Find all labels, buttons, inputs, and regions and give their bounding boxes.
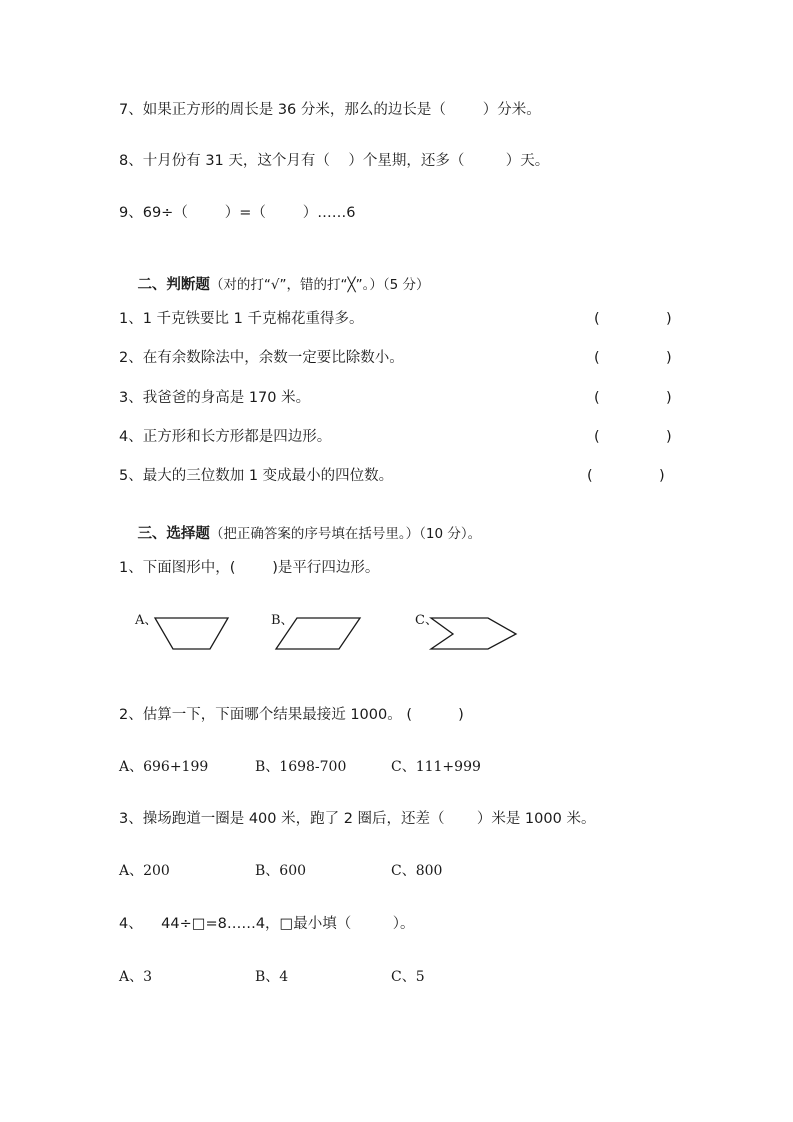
- judge-answer-open-1: (: [594, 311, 600, 327]
- q2-option-a: A、696+199: [119, 759, 209, 775]
- q3-option-a: A、200: [119, 863, 170, 879]
- section-2-title: 二、判断题: [137, 277, 210, 293]
- judge-answer-open-2: (: [594, 350, 600, 366]
- q3-option-c: C、800: [391, 863, 443, 879]
- judge-answer-close-5: ): [659, 468, 665, 484]
- q2-option-c: C、111+999: [391, 759, 481, 775]
- q4-option-c: C、5: [391, 969, 425, 985]
- choice-question-2: 2、估算一下，下面哪个结果最接近 1000。 ( ): [119, 707, 464, 723]
- judge-item-4: 4、正方形和长方形都是四边形。: [119, 429, 332, 445]
- judge-item-2: 2、在有余数除法中，余数一定要比除数小。: [119, 350, 404, 366]
- q3-option-b: B、600: [255, 863, 307, 879]
- section-3-note: （把正确答案的序号填在括号里。）（10 分）。: [209, 526, 482, 542]
- choice-question-4: 4、 44÷□=8……4，□最小填（ ）。: [119, 916, 415, 932]
- shape-label-b: B、: [271, 613, 294, 628]
- judge-item-1: 1、1 千克铁要比 1 千克棉花重得多。: [119, 311, 364, 327]
- judge-answer-close-4: ): [666, 429, 672, 445]
- question-8: 8、十月份有 31 天，这个月有（ ）个星期，还多（ ）天。: [119, 153, 550, 169]
- trapezoid-shape: [155, 618, 228, 649]
- section-3-title: 三、选择题: [137, 526, 210, 542]
- judge-answer-close-3: ): [666, 390, 672, 406]
- judge-answer-open-5: (: [587, 468, 593, 484]
- parallelogram-shape: [276, 618, 360, 649]
- judge-item-3: 3、我爸爸的身高是 170 米。: [119, 390, 311, 406]
- chevron-shape: [431, 618, 516, 649]
- shape-label-c: C、: [415, 613, 438, 628]
- judge-answer-close-1: ): [666, 311, 672, 327]
- choice-question-1: 1、下面图形中，( )是平行四边形。: [119, 560, 380, 576]
- choice-question-3: 3、操场跑道一圈是 400 米，跑了 2 圈后，还差（ ）米是 1000 米。: [119, 811, 596, 827]
- q2-option-b: B、1698-700: [255, 759, 347, 775]
- question-9: 9、69÷（ ）=（ ）……6: [119, 205, 356, 221]
- question-7: 7、如果正方形的周长是 36 分米，那么的边长是（ ）分米。: [119, 102, 541, 118]
- judge-answer-open-4: (: [594, 429, 600, 445]
- judge-answer-close-2: ): [666, 350, 672, 366]
- shape-label-a: A、: [135, 613, 158, 628]
- section-2-note: （对的打“√”，错的打“╳”。）（5 分）: [209, 277, 430, 293]
- judge-answer-open-3: (: [594, 390, 600, 406]
- q4-option-a: A、3: [119, 969, 153, 985]
- judge-item-5: 5、最大的三位数加 1 变成最小的四位数。: [119, 468, 394, 484]
- q4-option-b: B、4: [255, 969, 289, 985]
